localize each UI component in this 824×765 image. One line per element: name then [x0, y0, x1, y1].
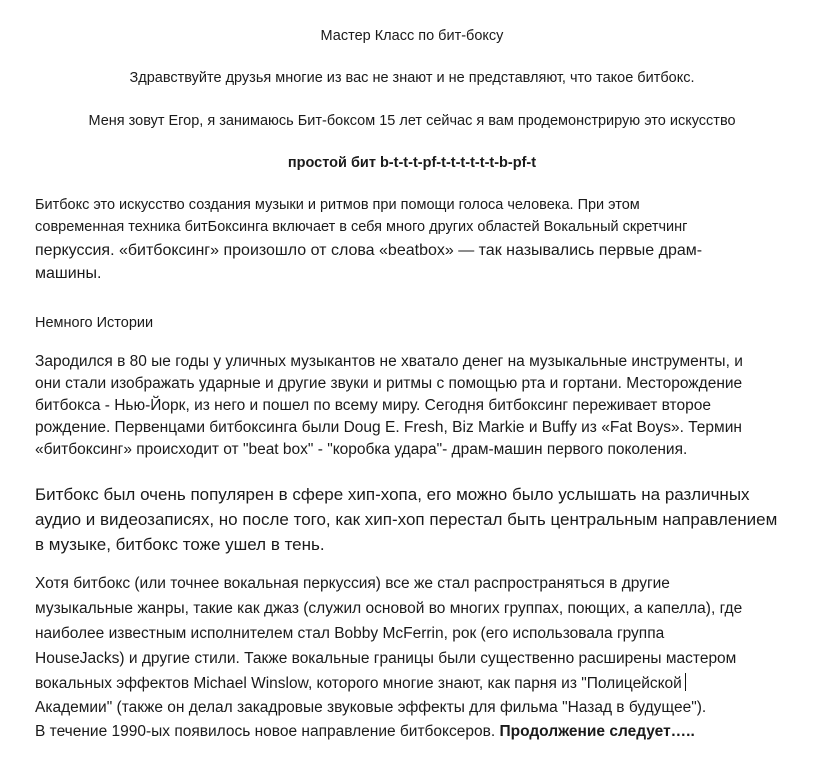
paragraph-line: В течение 1990-ых появилось новое направление битбоксеров. [35, 723, 500, 740]
paragraph-line: Зародился в 80 ые годы у уличных музыкантов не хватало денег на музыкальные инструменты, и [35, 353, 743, 370]
continued-label: Продолжение следует….. [499, 723, 695, 740]
text-cursor [685, 673, 686, 691]
paragraph-line: Академии" (также он делал закадровые звуковые эффекты для фильма "Назад в будущее"). [35, 699, 707, 716]
paragraph-definition [35, 194, 805, 285]
document-title: Мастер Класс по бит-боксу [320, 28, 504, 44]
paragraph-line: современная техника битБоксинга включает в себя много других областей Вокальный скретчинг [35, 219, 688, 235]
paragraph-line: машины. [35, 265, 102, 282]
intro-line: Меня зовут Егор, я занимаюсь Бит-боксом 15 лет сейчас я вам продемонстрирую это искусство [88, 113, 736, 129]
paragraph-line: «битбоксинг» происходит от "beat box" - "коробка удара"- драм-машин первого поколения. [35, 441, 688, 458]
paragraph-line: вокальных эффектов Michael Winslow, которого многие знают, как парня из "Полицейской [35, 675, 682, 692]
paragraph-line-last [35, 720, 805, 744]
paragraph-line: рождение. Первенцами битбоксинга были Doug E. Fresh, Biz Markie и Buffy из «Fat Boys». Термин [35, 419, 742, 436]
paragraph-line: в музыке, битбокс тоже ушел в тень. [35, 535, 325, 554]
paragraph-history [35, 351, 805, 461]
paragraph-hiphop [35, 482, 805, 557]
paragraph-line: перкуссия. «битбоксинг» произошло от слова «beatbox» — так назывались первые драм- [35, 242, 703, 259]
greeting-line: Здравствуйте друзья многие из вас не знают и не представляют, что такое битбокс. [129, 70, 695, 86]
paragraph-line-with-cursor [35, 671, 805, 696]
paragraph-spread [35, 571, 805, 744]
simple-beat-line: простой бит b-t-t-t-pf-t-t-t-t-t-t-b-pf-t [287, 155, 537, 171]
paragraph-line: они стали изображать ударные и другие звуки и ритмы с помощью рта и гортани. Месторождение [35, 375, 743, 392]
paragraph-line: музыкальные жанры, такие как джаз (служил основой во многих группах, поющих, а капелла), где [35, 600, 743, 617]
paragraph-line: аудио и видеозаписях, но после того, как хип-хоп перестал быть центральным направлением [35, 510, 778, 529]
paragraph-line: наиболее известным исполнителем стал Bobby McFerrin, рок (его использовала группа [35, 625, 665, 642]
paragraph-line: битбокса - Нью-Йорк, из него и пошел по всему миру. Сегодня битбоксинг переживает второе [35, 397, 711, 414]
history-heading: Немного Истории [35, 315, 154, 331]
paragraph-line: HouseJacks) и другие стили. Также вокальные границы были существенно расширены мастером [35, 650, 737, 667]
paragraph-line: Битбокс был очень популярен в сфере хип-хопа, его можно было услышать на различных [35, 485, 750, 504]
paragraph-line: Хотя битбокс (или точнее вокальная перкуссия) все же стал распространяться в другие [35, 575, 670, 592]
paragraph-line: Битбокс это искусство создания музыки и ритмов при помощи голоса человека. При этом [35, 197, 640, 213]
